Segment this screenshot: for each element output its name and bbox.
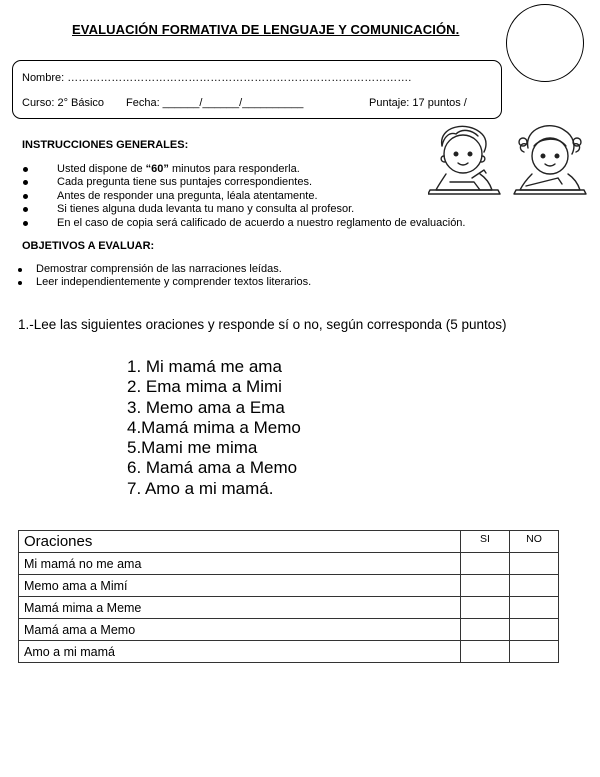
si-answer-cell[interactable] [461,575,510,597]
instructions-heading: INSTRUCCIONES GENERALES: [22,139,189,151]
sentence-cell: Amo a mi mamá [19,641,461,663]
date-field[interactable]: Fecha: ______/______/__________ [126,97,304,109]
student-name-field[interactable]: Nombre: …………………………………………………………………………………. [22,72,412,84]
bullet-icon [23,180,28,185]
list-item [22,217,502,230]
question-1-prompt: 1.-Lee las siguientes oraciones y responde sí o no, según corresponda (5 puntos) [18,317,507,332]
boy-head-icon [444,135,482,173]
table-row [19,619,559,641]
no-answer-cell[interactable] [510,619,559,641]
no-answer-cell[interactable] [510,575,559,597]
sentence-item: 2. Ema mima a Mimi [127,377,282,397]
bullet-icon [23,207,28,212]
sentence-cell: Mi mamá no me ama [19,553,461,575]
table-header-row [19,531,559,553]
bullet-icon [23,194,28,199]
table-row [19,553,559,575]
sentence-item: 7. Amo a mi mamá. [127,478,274,498]
minutes-value: “60” [145,163,169,175]
score-label: Puntaje: 17 puntos / [369,97,467,109]
bullet-icon [18,281,22,285]
instruction-text: Usted dispone de [57,163,146,175]
instruction-text: minutos para responderla. [168,163,300,175]
no-answer-cell[interactable] [510,597,559,619]
bullet-icon [23,167,28,172]
sentence-item: 1. Mi mamá me ama [127,357,282,376]
objectives-heading: OBJETIVOS A EVALUAR: [22,240,155,252]
list-item [22,203,502,216]
sentence-list [127,357,301,499]
instruction-text: Cada pregunta tiene sus puntajes correspondientes. [57,176,313,189]
instruction-text: En el caso de copia será calificado de acuerdo a nuestro reglamento de evaluación. [57,216,466,229]
sentence-cell: Mamá ama a Memo [19,619,461,641]
answer-table [18,530,559,663]
course-label: Curso: 2° Básico [22,97,105,109]
si-answer-cell[interactable] [461,641,510,663]
score-circle [506,4,584,82]
objective-text: Demostrar comprensión de las narraciones leídas. [36,263,282,275]
sentence-item: 5.Mami me mima [127,438,258,458]
page-title: EVALUACIÓN FORMATIVA DE LENGUAJE Y COMUNICACIÓN. [72,22,460,37]
list-item [18,276,498,289]
table-row [19,575,559,597]
si-answer-cell[interactable] [461,553,510,575]
si-answer-cell[interactable] [461,597,510,619]
student-info-box [12,60,502,119]
list-item [18,263,498,276]
sentence-item: 3. Memo ama a Ema [127,397,285,417]
sentence-cell: Memo ama a Mimí [19,575,461,597]
column-header-no: NO [510,531,559,553]
table-row [19,641,559,663]
instruction-text: Si tienes alguna duda levanta tu mano y consulta al profesor. [57,203,355,216]
bullet-icon [23,221,28,226]
book-icon [428,190,500,194]
objective-text: Leer independientemente y comprender textos literarios. [36,276,312,289]
sentence-cell: Mamá mima a Meme [19,597,461,619]
sentence-item: 6. Mamá ama a Memo [127,458,298,478]
table-row [19,597,559,619]
no-answer-cell[interactable] [510,641,559,663]
column-header-oraciones: Oraciones [19,531,461,553]
children-illustration [428,118,588,198]
instruction-text: Antes de responder una pregunta, léala atentamente. [57,189,318,202]
sentence-item: 4.Mamá mima a Memo [127,417,301,437]
si-answer-cell[interactable] [461,619,510,641]
no-answer-cell[interactable] [510,553,559,575]
objectives-list [18,263,498,290]
bullet-icon [18,268,22,272]
girl-body-icon [520,174,580,190]
column-header-si: SI [461,531,510,553]
